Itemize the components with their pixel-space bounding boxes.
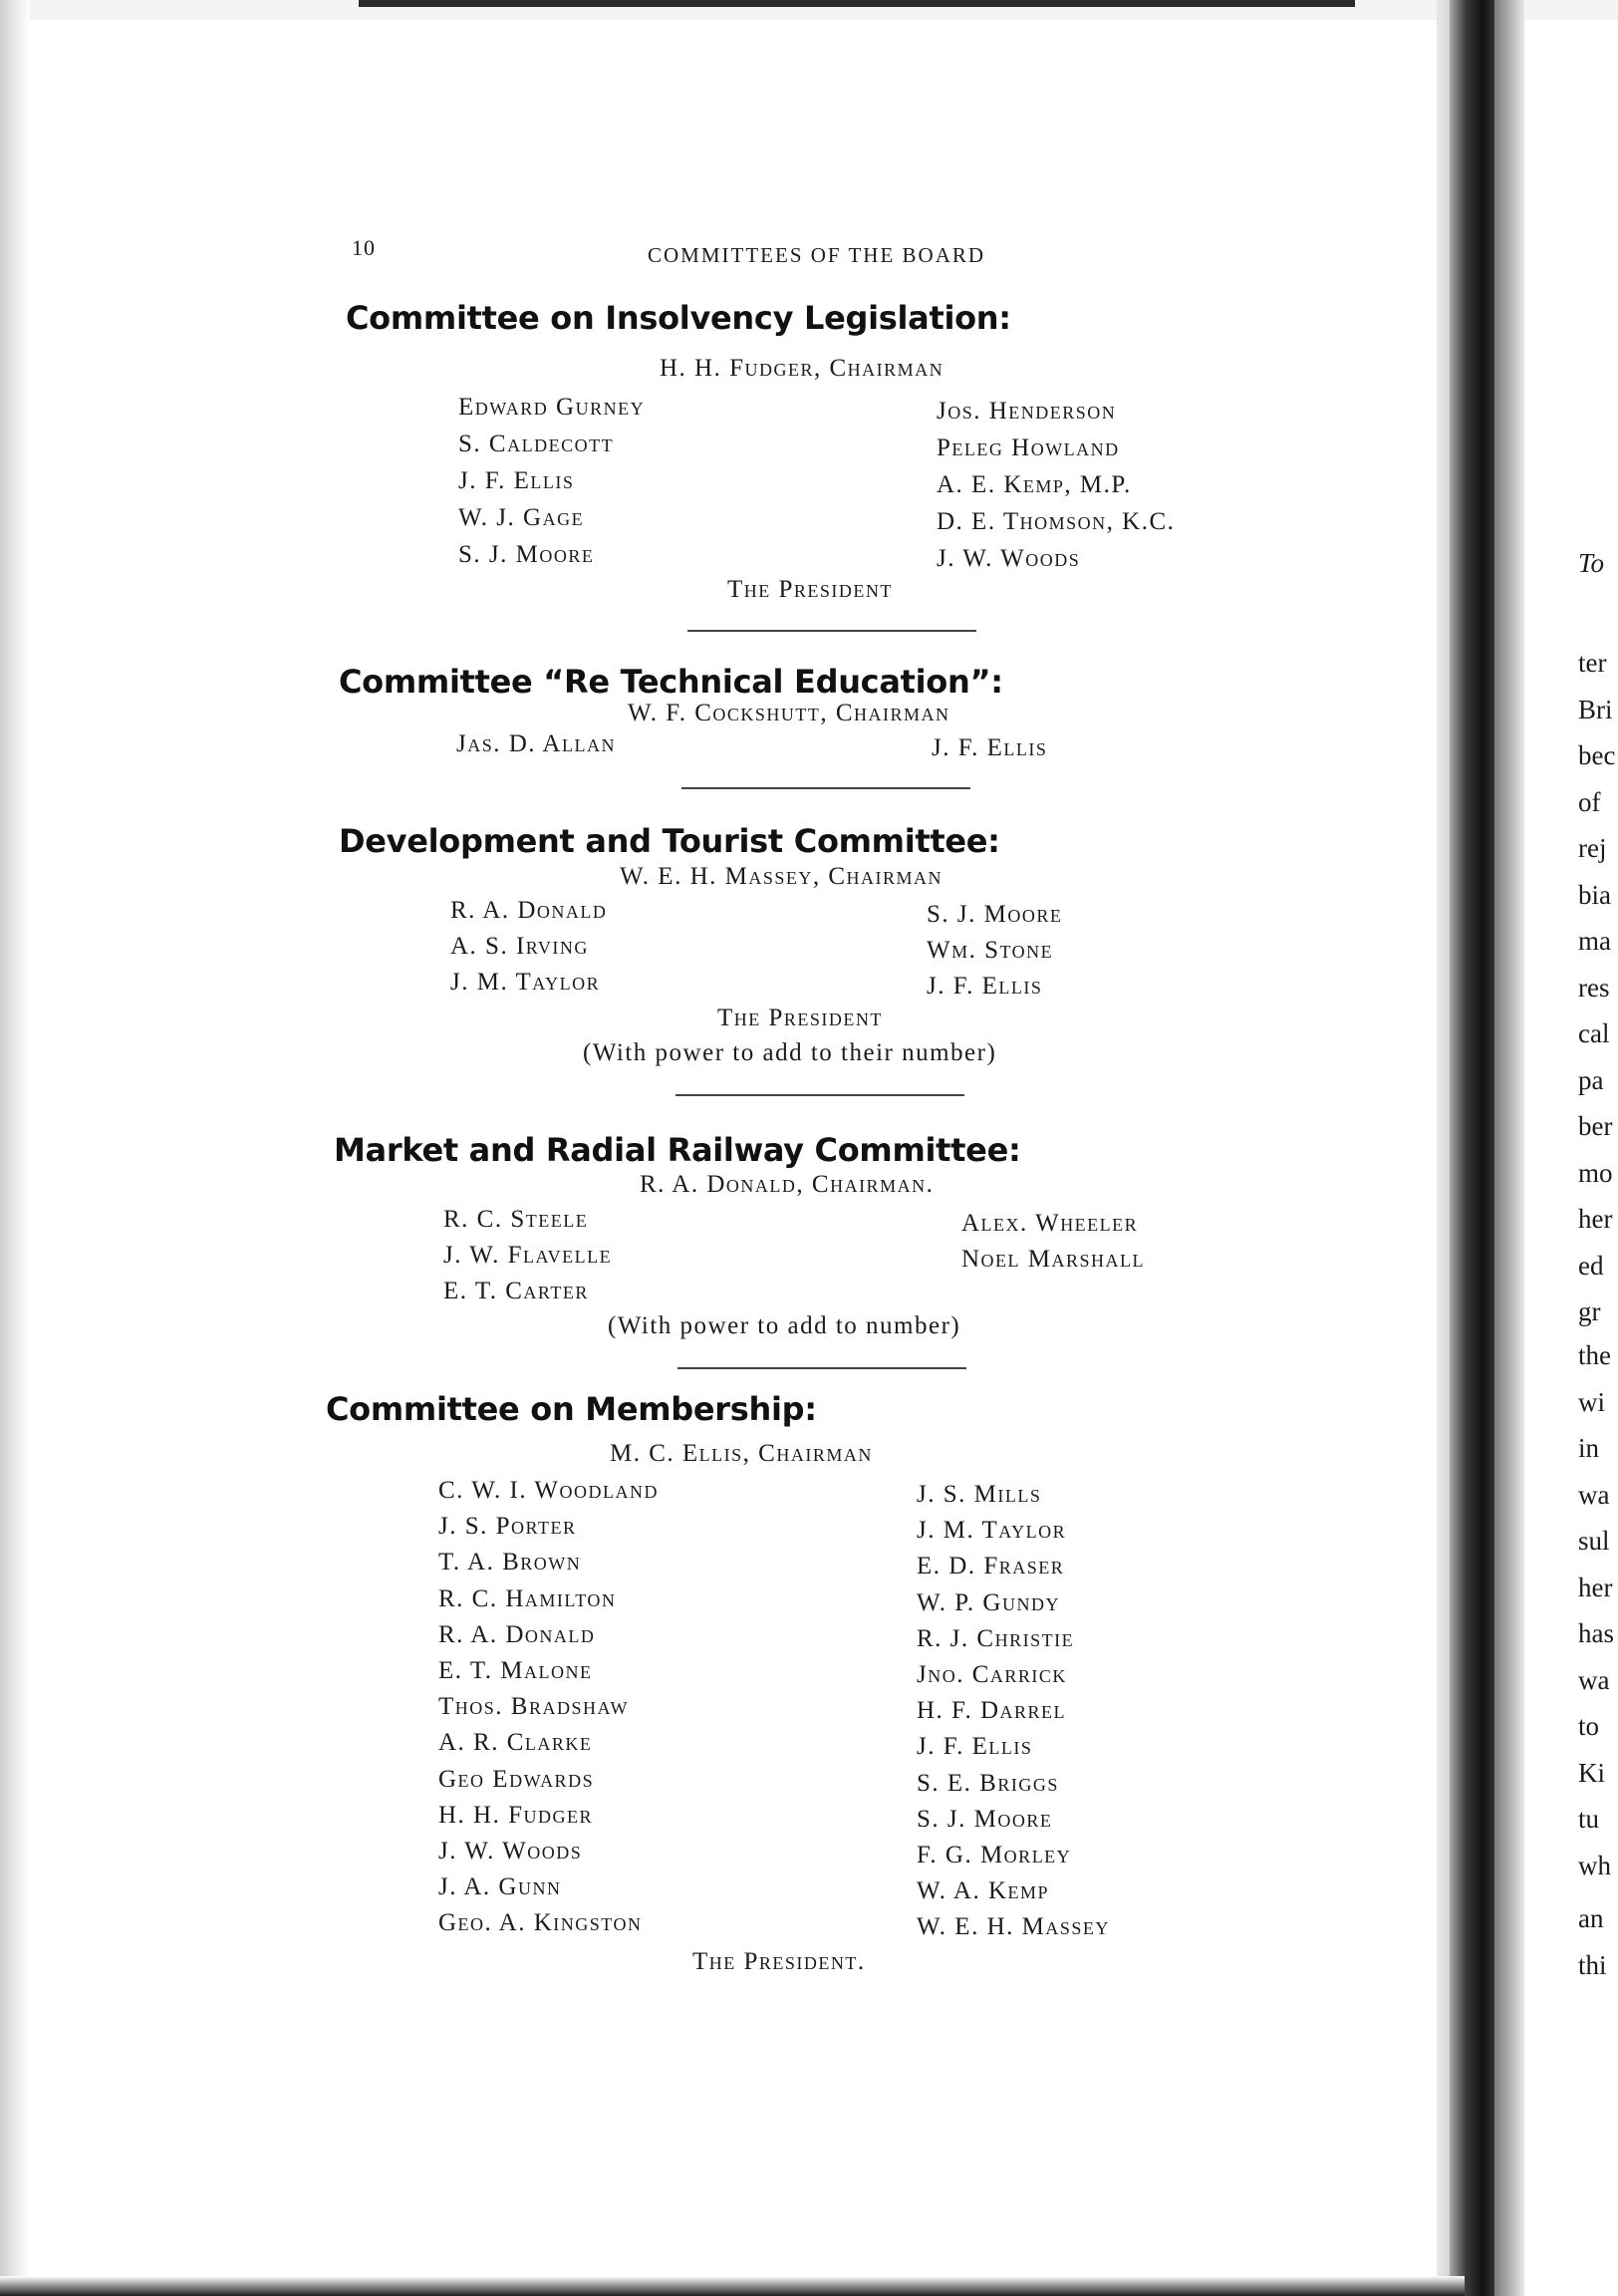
member-name: Jos. Henderson: [937, 398, 1117, 425]
facing-line-fragment: Bri: [1578, 694, 1613, 724]
facing-line-fragment: mo: [1578, 1157, 1613, 1188]
committee-note: (With power to add to their number): [583, 1039, 997, 1066]
member-name: A. R. Clarke: [438, 1729, 593, 1757]
facing-line-fragment: an: [1578, 1903, 1604, 1933]
committee-chairman: W. F. Cockshutt, Chairman: [628, 700, 950, 726]
member-name: J. F. Ellis: [927, 973, 1043, 1000]
member-name: J. A. Gunn: [438, 1873, 562, 1901]
member-name: R. C. Hamilton: [438, 1584, 617, 1612]
page-number: 10: [352, 235, 376, 260]
member-name: J. F. Ellis: [458, 467, 575, 494]
section-divider: [677, 1367, 966, 1369]
facing-line-fragment: ed: [1578, 1250, 1604, 1281]
member-name: D. E. Thomson, K.C.: [937, 508, 1176, 535]
committee-footer: The President.: [692, 1948, 866, 1975]
facing-heading-fragment: To: [1578, 548, 1605, 578]
facing-line-fragment: the: [1578, 1340, 1611, 1370]
member-name: Geo. A. Kingston: [438, 1909, 643, 1937]
member-name: E. T. Carter: [443, 1278, 589, 1304]
member-name: S. J. Moore: [917, 1805, 1053, 1833]
member-name: S. J. Moore: [927, 901, 1063, 928]
facing-line-fragment: rej: [1578, 833, 1607, 863]
member-name: J. S. Mills: [917, 1481, 1042, 1508]
book-gutter-fade: [1494, 0, 1524, 2296]
facing-line-fragment: pa: [1578, 1064, 1604, 1095]
committee-heading: Committee “Re Technical Education”:: [339, 663, 1003, 701]
committee-chairman: W. E. H. Massey, Chairman: [620, 863, 944, 890]
scan-bottom-shadow: [0, 2276, 1465, 2296]
member-name: J. S. Porter: [438, 1513, 577, 1541]
committee-heading: Committee on Insolvency Legislation:: [346, 299, 1011, 337]
member-name: R. A. Donald: [438, 1620, 596, 1648]
member-name: S. J. Moore: [458, 541, 595, 568]
member-name: Thos. Bradshaw: [438, 1693, 630, 1721]
member-name: Peleg Howland: [937, 434, 1120, 461]
facing-line-fragment: her: [1578, 1204, 1613, 1234]
member-name: E. D. Fraser: [917, 1553, 1065, 1580]
member-name: J. F. Ellis: [917, 1733, 1033, 1761]
member-name: Noel Marshall: [961, 1246, 1146, 1273]
running-head: COMMITTEES OF THE BOARD: [648, 243, 986, 267]
member-name: T. A. Brown: [438, 1549, 582, 1577]
committee-chairman: H. H. Fudger, Chairman: [660, 355, 944, 382]
member-name: J. F. Ellis: [932, 734, 1048, 761]
facing-line-fragment: of: [1578, 786, 1601, 817]
committee-note: (With power to add to number): [608, 1312, 961, 1339]
committee-chairman: R. A. Donald, Chairman.: [640, 1171, 935, 1198]
committee-footer: The President: [717, 1004, 883, 1031]
section-divider: [675, 1094, 964, 1096]
member-name: J. W. Woods: [438, 1838, 583, 1865]
committee-heading: Market and Radial Railway Committee:: [334, 1131, 1021, 1169]
member-name: H. H. Fudger: [438, 1801, 594, 1829]
member-name: Jas. D. Allan: [456, 730, 616, 757]
member-name: Alex. Wheeler: [961, 1210, 1139, 1237]
facing-line-fragment: wa: [1578, 1479, 1610, 1510]
section-divider: [687, 630, 976, 632]
member-name: F. G. Morley: [917, 1842, 1072, 1868]
member-name: Wm. Stone: [927, 937, 1054, 964]
facing-line-fragment: gr: [1578, 1296, 1601, 1326]
member-name: R. J. Christie: [917, 1624, 1075, 1652]
member-name: Edward Gurney: [458, 394, 646, 421]
committee-heading: Committee on Membership:: [326, 1390, 817, 1428]
facing-line-fragment: ma: [1578, 926, 1611, 956]
facing-line-fragment: to: [1578, 1711, 1600, 1741]
member-name: J. M. Taylor: [917, 1517, 1067, 1545]
member-name: Geo Edwards: [438, 1765, 595, 1793]
facing-line-fragment: has: [1578, 1618, 1614, 1648]
member-name: A. E. Kemp, M.P.: [937, 471, 1132, 498]
facing-line-fragment: ber: [1578, 1111, 1613, 1141]
member-name: W. P. Gundy: [917, 1588, 1060, 1616]
member-name: Jno. Carrick: [917, 1661, 1067, 1688]
member-name: J. M. Taylor: [450, 969, 601, 996]
member-name: S. Caldecott: [458, 430, 615, 457]
facing-line-fragment: res: [1578, 972, 1610, 1003]
member-name: C. W. I. Woodland: [438, 1477, 659, 1504]
scan-top-shadow: [359, 0, 1355, 7]
facing-line-fragment: bia: [1578, 879, 1611, 910]
facing-line-fragment: tu: [1578, 1804, 1600, 1834]
member-name: R. A. Donald: [450, 897, 608, 924]
member-name: J. W. Flavelle: [443, 1242, 613, 1269]
facing-line-fragment: wh: [1578, 1850, 1611, 1880]
member-name: E. T. Malone: [438, 1657, 593, 1684]
facing-line-fragment: wa: [1578, 1664, 1610, 1695]
member-name: A. S. Irving: [450, 933, 589, 960]
facing-line-fragment: in: [1578, 1433, 1600, 1463]
facing-line-fragment: sul: [1578, 1526, 1610, 1556]
member-name: W. J. Gage: [458, 504, 585, 531]
member-name: R. C. Steele: [443, 1206, 589, 1233]
section-divider: [681, 787, 970, 789]
facing-line-fragment: thi: [1578, 1949, 1607, 1980]
committee-heading: Development and Tourist Committee:: [339, 822, 1000, 860]
member-name: S. E. Briggs: [917, 1769, 1059, 1797]
committee-footer: The President: [727, 576, 893, 603]
scan-left-edge: [0, 0, 30, 2296]
member-name: W. E. H. Massey: [917, 1913, 1110, 1941]
member-name: W. A. Kemp: [917, 1877, 1050, 1905]
facing-line-fragment: ter: [1578, 648, 1607, 678]
facing-line-fragment: bec: [1578, 740, 1616, 770]
committee-chairman: M. C. Ellis, Chairman: [610, 1440, 873, 1467]
facing-line-fragment: her: [1578, 1572, 1613, 1602]
facing-line-fragment: cal: [1578, 1018, 1610, 1048]
member-name: H. F. Darrel: [917, 1697, 1067, 1725]
facing-line-fragment: wi: [1578, 1386, 1605, 1417]
facing-line-fragment: Ki: [1578, 1757, 1605, 1788]
member-name: J. W. Woods: [937, 545, 1081, 572]
